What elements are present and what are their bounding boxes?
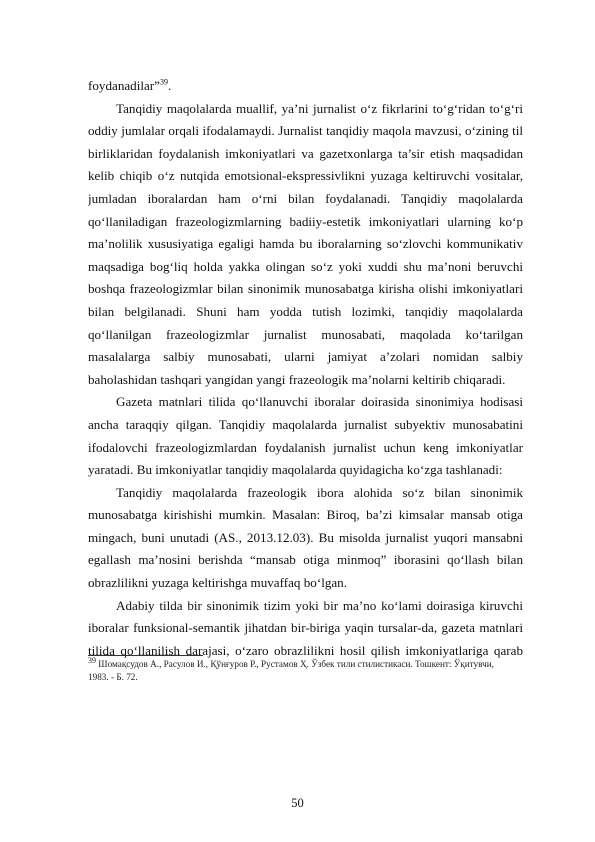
footnote-separator bbox=[88, 655, 203, 656]
text-line bbox=[88, 369, 523, 392]
footnote-line-2: 1983. - Б. 72. bbox=[88, 672, 138, 682]
text-line bbox=[88, 437, 523, 460]
text-line-content: maqsadiga bog‘liq holda yakka olingan so‘z yoki xuddi shu ma’noni beruvchi bbox=[88, 258, 523, 274]
text-line bbox=[88, 391, 523, 414]
text-line-content: bilan belgilanadi. Shuni ham yodda tutish lozimki, tanqidiy maqolalarda bbox=[88, 303, 523, 319]
text-line-content: ifodalovchi frazeologizmlardan foydalanish jurnalist uchun keng imkoniyatlar bbox=[88, 439, 523, 455]
text-line-content: qo‘llanilgan frazeologizmlar jurnalist munosabati, maqolada ko‘tarilgan bbox=[88, 326, 523, 342]
text-line bbox=[88, 617, 523, 640]
text-line-content: masalalarga salbiy munosabati, ularni jamiyat a’zolari nomidan salbiy bbox=[88, 349, 523, 365]
text-line bbox=[88, 143, 523, 166]
text-line-content: foydanadilar” bbox=[88, 78, 160, 93]
text-line bbox=[88, 211, 523, 234]
text-line-content: tilida qo‘llanilish darajasi, o‘zaro obrazlilikni hosil qilish imkoniyatlariga qarab bbox=[88, 642, 523, 658]
footnote-ref: 39 bbox=[159, 77, 168, 87]
text-line-content: Gazeta matnlari tilida qo‘llanuvchi iboralar doirasida sinonimiya hodisasi bbox=[116, 394, 523, 410]
page-number: 50 bbox=[291, 796, 304, 810]
text-line bbox=[88, 572, 523, 595]
text-line bbox=[88, 482, 523, 505]
text-line bbox=[88, 98, 523, 121]
text-line-content: ma’nolilik xususiyatiga egaligi hamda bu iboralarning so‘zlovchi kommunikativ bbox=[88, 236, 523, 252]
text-line-content: birliklaridan foydalanish imkoniyatlari va gazetxonlarga ta’sir etish maqsadidan bbox=[88, 145, 523, 161]
text-line bbox=[88, 301, 523, 324]
text-line-content: jumladan iboralardan ham o‘rni bilan foydalanadi. Tanqidiy maqolalarda bbox=[88, 190, 523, 206]
text-line-content: ancha taraqqiy qilgan. Tanqidiy maqolalarda jurnalist subyektiv munosabatini bbox=[88, 416, 523, 432]
text-line bbox=[88, 346, 523, 369]
text-line-content: baholashidan tashqari yangidan yangi frazeologik ma’nolarni keltirib chiqaradi. bbox=[88, 371, 506, 387]
text-line bbox=[88, 75, 523, 98]
text-line bbox=[88, 549, 523, 572]
text-line bbox=[88, 504, 523, 527]
text-line-content: egallash ma’nosini berishda “mansab otiga minmoq” iborasini qo‘llash bilan bbox=[88, 552, 523, 568]
text-line bbox=[88, 595, 523, 618]
text-line-content: Adabiy tilda bir sinonimik tizim yoki bir ma’no ko‘lami doirasiga kiruvchi bbox=[116, 597, 523, 613]
footnote-text: Шомақсудов А., Расулов И., Қўнғуров Р., Рустамов Ҳ. Ўзбек тили стилистикаси. Тошкент: Ўқитувчи, bbox=[98, 659, 494, 669]
text-line-content: Tanqidiy maqolalarda frazeologik ibora alohida so‘z bilan sinonimik bbox=[116, 484, 523, 500]
footnote-line-1 bbox=[88, 655, 528, 671]
text-line bbox=[88, 414, 523, 437]
text-line-content: Tanqidiy maqolalarda muallif, ya’ni jurnalist o‘z fikrlarini to‘g‘ridan to‘g‘ri bbox=[116, 100, 523, 116]
text-line bbox=[88, 527, 523, 550]
text-line bbox=[88, 188, 523, 211]
text-line bbox=[88, 459, 523, 482]
text-line-content: yaratadi. Bu imkoniyatlar tanqidiy maqolalarda quyidagicha ko‘zga tashlanadi: bbox=[88, 462, 503, 478]
body-text bbox=[88, 75, 523, 662]
text-line-content: mingach, buni unutadi (AS., 2013.12.03). Bu misolda jurnalist yuqori mansabni bbox=[88, 529, 523, 545]
footnote bbox=[88, 655, 528, 684]
text-line bbox=[88, 256, 523, 279]
text-line-content: iboralar funksional-semantik jihatdan bir-biriga yaqin tursalar-da, gazeta matnlari bbox=[88, 620, 523, 636]
text-line-content: munosabatga kirishishi mumkin. Masalan: Biroq, ba’zi kimsalar mansab otiga bbox=[88, 507, 523, 523]
text-line bbox=[88, 278, 523, 301]
text-line-tail: . bbox=[167, 78, 172, 93]
text-line-content: qo‘llaniladigan frazeologizmlarning badiiy-estetik imkoniyatlari ularning ko‘p bbox=[88, 213, 523, 229]
text-line-content: oddiy jumlalar orqali ifodalamaydi. Jurnalist tanqidiy maqola mavzusi, o‘zining til bbox=[88, 123, 523, 139]
text-line-content: boshqa frazeologizmlar bilan sinonimik munosabatga kirisha olishi imkoniyatlari bbox=[88, 281, 523, 297]
text-line bbox=[88, 120, 523, 143]
text-line bbox=[88, 324, 523, 347]
text-line-content: obrazlilikni yuzaga keltirishga muvaffaq bo‘lgan. bbox=[88, 575, 348, 591]
text-line bbox=[88, 233, 523, 256]
footnote-marker: 39 bbox=[88, 655, 96, 665]
text-line bbox=[88, 165, 523, 188]
text-line-content: kelib chiqib o‘z nutqida emotsional-ekspressivlikni yuzaga keltiruvchi vositalar, bbox=[88, 168, 523, 184]
